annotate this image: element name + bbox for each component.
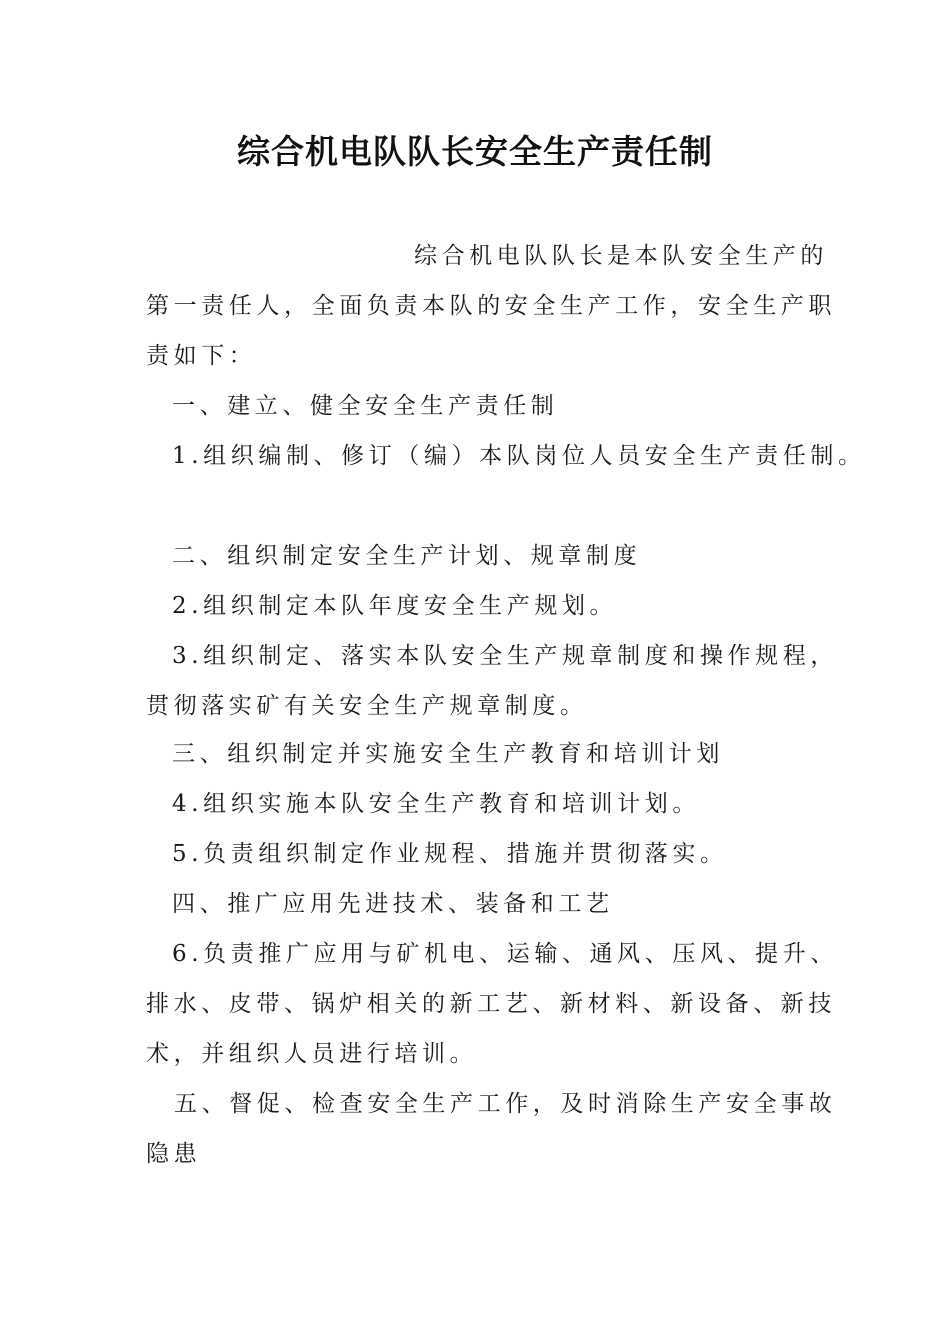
list-item: 4.组织实施本队安全生产教育和培训计划。 — [172, 791, 700, 817]
list-item: 5.负责组织制定作业规程、措施并贯彻落实。 — [172, 841, 728, 867]
section-heading: 五、督促、检查安全生产工作，及时消除生产安全事故 — [174, 1091, 837, 1117]
section-heading-continuation: 隐患 — [146, 1141, 202, 1167]
paragraph-line: 综合机电队队长是本队安全生产的 — [414, 243, 828, 269]
section-heading: 四、推广应用先进技术、装备和工艺 — [172, 891, 614, 917]
list-item: 1.组织编制、修订（编）本队岗位人员安全生产责任制。 — [172, 443, 866, 469]
section-heading: 三、组织制定并实施安全生产教育和培训计划 — [172, 741, 724, 767]
list-item-continuation: 贯彻落实矿有关安全生产规章制度。 — [146, 693, 588, 719]
list-item-continuation: 术，并组织人员进行培训。 — [146, 1041, 478, 1067]
section-heading: 一、建立、健全安全生产责任制 — [172, 393, 559, 419]
list-item-continuation: 排水、皮带、锅炉相关的新工艺、新材料、新设备、新技 — [146, 991, 836, 1017]
list-item: 6.负责推广应用与矿机电、运输、通风、压风、提升、 — [172, 941, 838, 967]
paragraph-line: 第一责任人，全面负责本队的安全生产工作，安全生产职 — [146, 293, 836, 319]
list-item: 3.组织制定、落实本队安全生产规章制度和操作规程， — [172, 643, 838, 669]
list-item: 2.组织制定本队年度安全生产规划。 — [172, 593, 618, 619]
section-heading: 二、组织制定安全生产计划、规章制度 — [172, 543, 642, 569]
document-title: 综合机电队队长安全生产责任制 — [237, 132, 713, 171]
paragraph-line: 责如下： — [146, 343, 257, 369]
